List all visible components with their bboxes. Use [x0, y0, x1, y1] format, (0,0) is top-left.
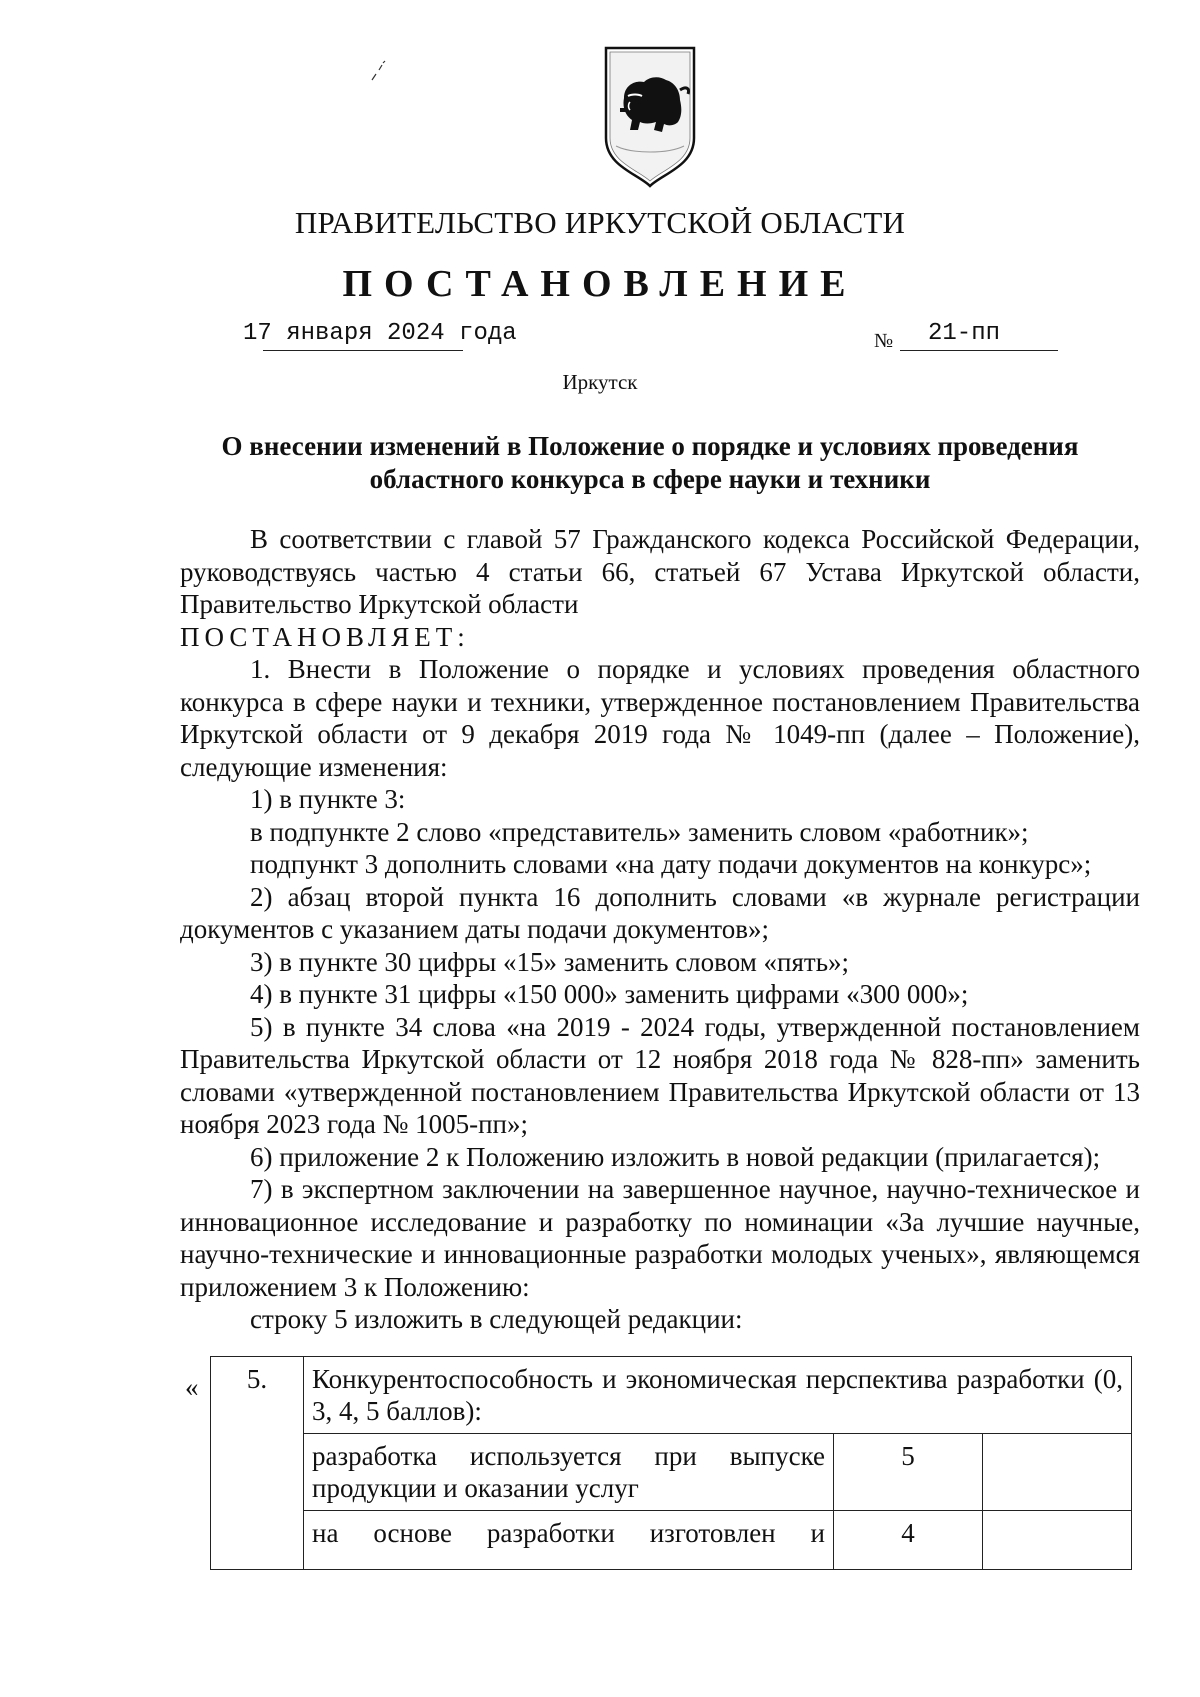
- resolves-heading: ПОСТАНОВЛЯЕТ:: [180, 621, 470, 652]
- city-name: Иркутск: [562, 370, 638, 394]
- preamble-paragraph: В соответствии с главой 57 Гражданского кодекса Российской Федерации, руководствуясь частью 4 статьи 66, статьей 67 Устава Иркутской области, Правительство Иркутской области: [180, 524, 1140, 619]
- option-text-cell: на основе разработки изготовлен и: [304, 1511, 834, 1570]
- subitem-4: 4) в пункте 31 цифры «150 000» заменить цифрами «300 000»;: [250, 979, 969, 1009]
- criteria-table: [210, 1356, 1132, 1570]
- irkutsk-coat-of-arms-icon: [602, 46, 698, 188]
- title-line-1: О внесении изменений в Положение о порядке и условиях проведения: [221, 431, 1079, 461]
- table-row: [211, 1357, 1132, 1434]
- subitem-6: 6) приложение 2 к Положению изложить в новой редакции (прилагается);: [250, 1141, 1101, 1172]
- table-open-quote: «: [185, 1372, 199, 1402]
- date-underline: [263, 350, 463, 351]
- option-text-cell: разработка используется при выпуске продукции и оказании услуг: [304, 1434, 834, 1511]
- subitem-7-a: строку 5 изложить в следующей редакции:: [250, 1304, 743, 1334]
- subitem-1-b: подпункт 3 дополнить словами «на дату подачи документов на конкурс»;: [250, 849, 1092, 879]
- table-row: [211, 1511, 1132, 1570]
- number-sign: №: [874, 330, 894, 352]
- option-score-cell: 5: [834, 1434, 983, 1511]
- subitem-3: 3) в пункте 30 цифры «15» заменить словом «пять»;: [250, 946, 850, 977]
- criterion-cell: Конкурентоспособность и экономическая перспектива разработки (0, 3, 4, 5 баллов):: [304, 1357, 1132, 1434]
- row-number-cell: 5.: [211, 1357, 304, 1570]
- document-date: 17 января 2024 года: [243, 320, 517, 347]
- organization-name: ПРАВИТЕЛЬСТВО ИРКУТСКОЙ ОБЛАСТИ: [294, 205, 906, 240]
- pen-mark-icon: [368, 60, 388, 82]
- document-number: 21-пп: [928, 320, 1001, 347]
- empty-cell: [983, 1434, 1132, 1511]
- subitem-5: 5) в пункте 34 слова «на 2019 - 2024 годы, утвержденной постановлением Правительства Иркутской области от 12 ноября 2018 года № 828-пп» заменить словами «утвержденной постановлением Правительства Иркутской области от 13 ноября 2023 года № 1005-пп»;: [180, 1011, 1140, 1139]
- table-row: [211, 1434, 1132, 1511]
- title-line-2: областного конкурса в сфере науки и техники: [369, 464, 931, 494]
- document-type: ПОСТАНОВЛЕНИЕ: [342, 263, 858, 305]
- number-underline: [900, 350, 1058, 351]
- subitem-1: 1) в пункте 3:: [250, 784, 406, 814]
- empty-cell: [983, 1511, 1132, 1570]
- subitem-1-a: в подпункте 2 слово «представитель» заменить словом «работник»;: [250, 816, 1029, 847]
- document-body: [180, 523, 1140, 1336]
- subitem-2: 2) абзац второй пункта 16 дополнить словами «в журнале регистрации документов с указанием даты подачи документов»;: [180, 881, 1140, 944]
- item-1-paragraph: 1. Внести в Положение о порядке и условиях проведения областного конкурса в сфере науки и техники, утвержденное постановлением Правительства Иркутской области от 9 декабря 2019 года № 1049-пп (далее – Положение), следующие изменения:: [180, 654, 1140, 782]
- option-score-cell: 4: [834, 1511, 983, 1570]
- subitem-7: 7) в экспертном заключении на завершенное научное, научно-техническое и инновационное исследование и разработку по номинации «За лучшие научные, научно-технические и инновационные разработки молодых ученых», являющемся приложением 3 к Положению:: [180, 1174, 1140, 1302]
- document-title: [190, 430, 1110, 496]
